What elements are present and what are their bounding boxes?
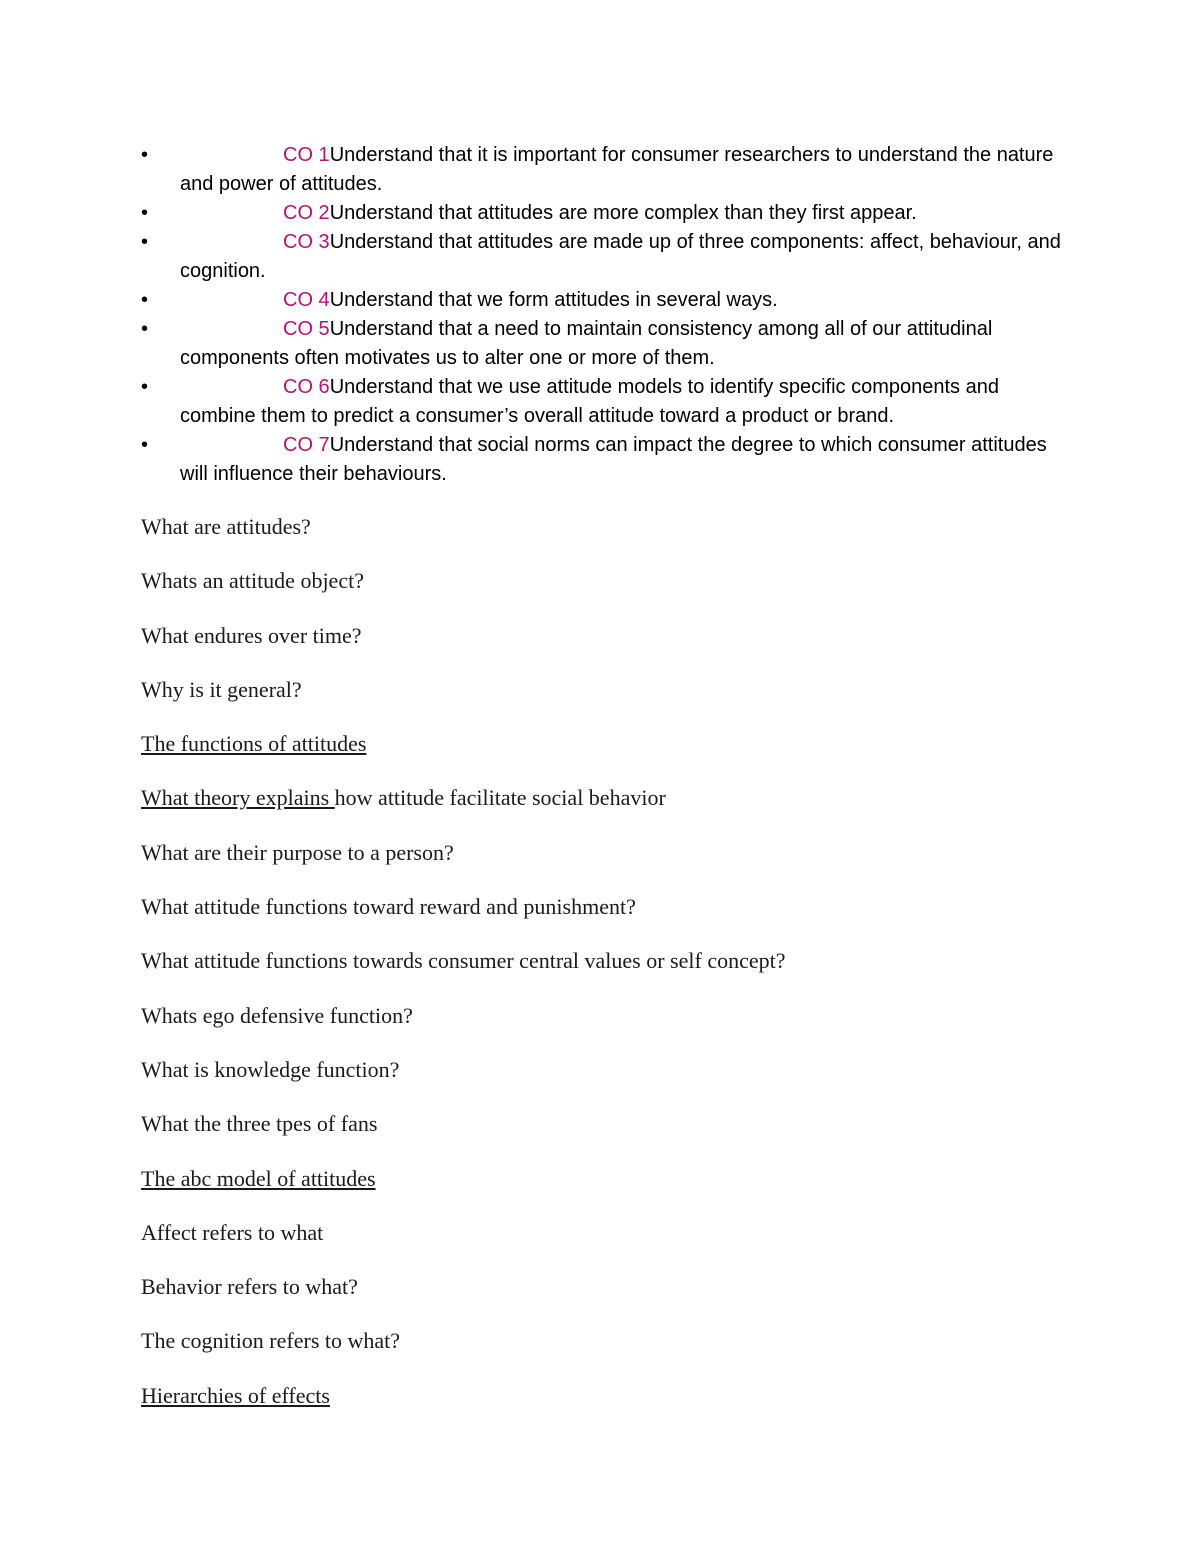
bullet-icon: • bbox=[141, 144, 149, 166]
question-line: Why is it general? bbox=[141, 676, 302, 702]
objective-item bbox=[0, 199, 1200, 228]
question-line: The cognition refers to what? bbox=[141, 1328, 401, 1354]
question-line: What are attitudes? bbox=[141, 514, 311, 539]
objective-text-block bbox=[0, 228, 1200, 286]
objective-item bbox=[0, 373, 1200, 431]
objective-text-block bbox=[0, 431, 1200, 489]
question-line: Affect refers to what bbox=[141, 1219, 324, 1245]
objective-item bbox=[0, 431, 1200, 489]
question-rest: how attitude facilitate social behavior bbox=[334, 785, 666, 811]
bullet-icon: • bbox=[141, 318, 149, 340]
objective-code: CO 6 bbox=[283, 376, 330, 398]
section-heading: Hierarchies of effects bbox=[141, 1382, 330, 1408]
question-line: Behavior refers to what? bbox=[141, 1274, 358, 1300]
question-line: Whats an attitude object? bbox=[141, 568, 364, 594]
question-line: What the three tpes of fans bbox=[141, 1111, 378, 1137]
objective-item bbox=[0, 141, 1200, 199]
objective-code: CO 1 bbox=[283, 144, 330, 166]
objective-item bbox=[0, 228, 1200, 286]
question-line: What endures over time? bbox=[141, 622, 362, 648]
course-objectives-list bbox=[0, 141, 1200, 489]
section-heading: The functions of attitudes bbox=[141, 731, 367, 757]
objective-text: Understand that we form attitudes in several ways. bbox=[329, 289, 778, 311]
section-heading: The abc model of attitudes bbox=[141, 1165, 376, 1191]
question-line: What attitude functions towards consumer central values or self concept? bbox=[141, 948, 786, 974]
question-line: What attitude functions toward reward and punishment? bbox=[141, 894, 636, 920]
underlined-phrase: What theory explains bbox=[141, 785, 335, 811]
objective-text-block bbox=[0, 199, 1200, 228]
objective-text-block bbox=[0, 373, 1200, 431]
study-questions bbox=[141, 512, 1101, 1435]
objective-text-block bbox=[0, 315, 1200, 373]
objective-code: CO 3 bbox=[283, 231, 330, 253]
objective-text: Understand that attitudes are more complex than they first appear. bbox=[329, 202, 917, 224]
objective-code: CO 2 bbox=[283, 202, 330, 224]
objective-text-block bbox=[0, 141, 1200, 199]
objective-item bbox=[0, 286, 1200, 315]
question-line bbox=[141, 783, 1101, 837]
objective-text: Understand that it is important for consumer researchers to understand the nature and power of attitudes. bbox=[180, 144, 1054, 195]
bullet-icon: • bbox=[141, 289, 149, 311]
objective-code: CO 5 bbox=[283, 318, 330, 340]
objective-text: Understand that a need to maintain consistency among all of our attitudinal components often motivates us to alter one or more of them. bbox=[180, 318, 993, 369]
objective-code: CO 7 bbox=[283, 434, 330, 456]
bullet-icon: • bbox=[141, 434, 149, 456]
question-line: Whats ego defensive function? bbox=[141, 1002, 413, 1028]
objective-text: Understand that attitudes are made up of three components: affect, behaviour, and cognition. bbox=[180, 231, 1061, 282]
objective-code: CO 4 bbox=[283, 289, 330, 311]
question-line: What is knowledge function? bbox=[141, 1056, 400, 1082]
bullet-icon: • bbox=[141, 202, 149, 224]
objective-text: Understand that we use attitude models to identify specific components and combine them to predict a consumer’s overall attitude toward a product or brand. bbox=[180, 376, 999, 427]
objective-item bbox=[0, 315, 1200, 373]
bullet-icon: • bbox=[141, 376, 149, 398]
objective-text-block bbox=[0, 286, 1200, 315]
objective-text: Understand that social norms can impact the degree to which consumer attitudes will influence their behaviours. bbox=[180, 434, 1047, 485]
bullet-icon: • bbox=[141, 231, 149, 253]
question-line: What are their purpose to a person? bbox=[141, 839, 454, 865]
